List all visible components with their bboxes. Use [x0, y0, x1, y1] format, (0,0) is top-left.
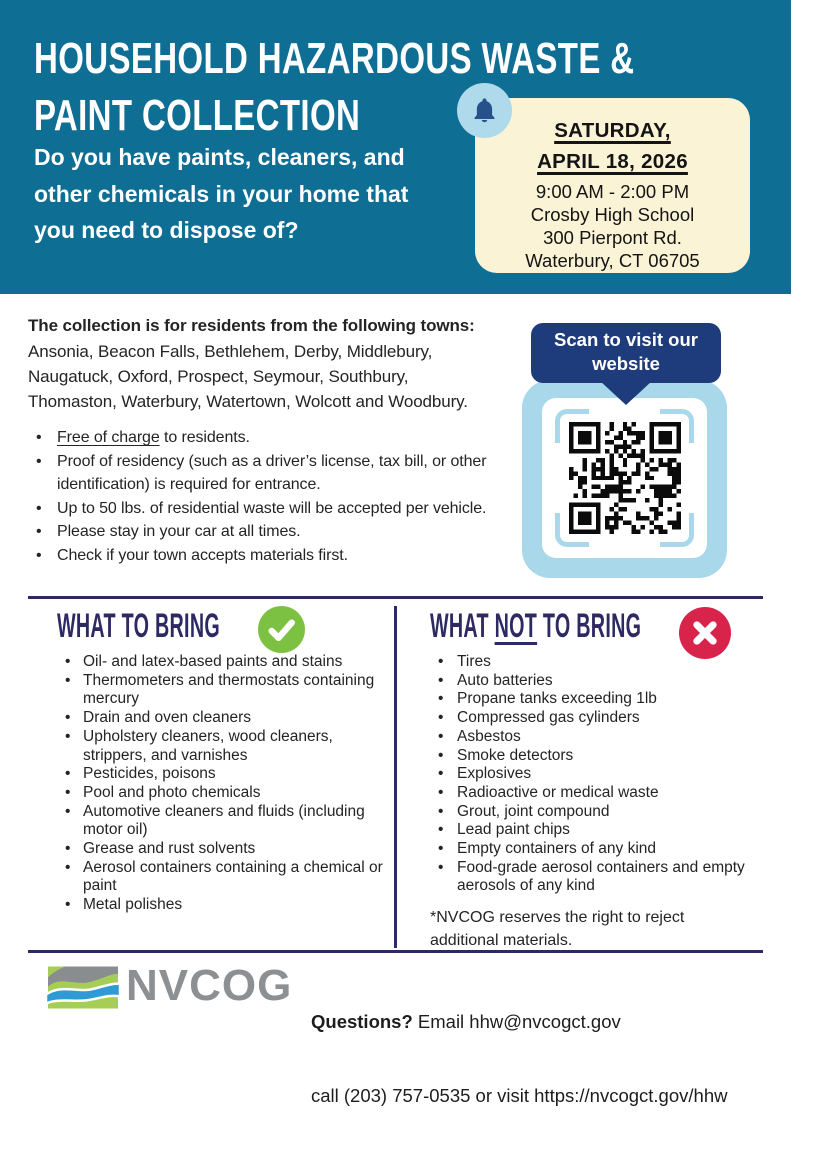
list-item: • Proof of residency (such as a driver’s license, tax bill, or other identification) is required for entrance.	[30, 450, 498, 497]
towns-heading: The collection is for residents from the following towns:	[28, 316, 475, 335]
column-divider	[394, 606, 397, 948]
list-item: • Pesticides, poisons	[60, 765, 394, 784]
nvcog-logo-text: NVCOG	[126, 961, 293, 1010]
free-of-charge-rest: to residents.	[159, 429, 250, 446]
towns-line: Naugatuck, Oxford, Prospect, Seymour, Southbury,	[28, 367, 409, 386]
event-day: SATURDAY,	[554, 119, 671, 142]
hero-banner	[0, 0, 791, 294]
intro-line: Do you have paints, cleaners, and	[34, 144, 405, 170]
list-item: • Grease and rust solvents	[60, 840, 394, 859]
qr-card	[542, 398, 707, 558]
page-title-line2: PAINT COLLECTION	[34, 91, 361, 140]
what-to-bring-list	[60, 653, 394, 915]
list-item: • Food-grade aerosol containers and empty aerosols of any kind	[433, 859, 763, 896]
list-item: • Asbestos	[433, 728, 763, 747]
list-item: • Up to 50 lbs. of residential waste will be accepted per vehicle.	[30, 497, 498, 521]
list-item: • Empty containers of any kind	[433, 840, 763, 859]
list-item: • Lead paint chips	[433, 821, 763, 840]
towns-line: Ansonia, Beacon Falls, Bethlehem, Derby, Middlebury,	[28, 342, 433, 361]
list-item: • Radioactive or medical waste	[433, 784, 763, 803]
list-item: • Metal polishes	[60, 896, 394, 915]
list-item: • Drain and oven cleaners	[60, 709, 394, 728]
page-title-line1: HOUSEHOLD HAZARDOUS WASTE &	[34, 34, 635, 83]
event-date: APRIL 18, 2026	[537, 150, 688, 173]
free-of-charge-underlined: Free of charge	[57, 429, 160, 446]
list-item: • Tires	[433, 653, 763, 672]
towns-text	[28, 339, 475, 414]
list-item: • Explosives	[433, 765, 763, 784]
info-bullet-list	[30, 426, 498, 568]
towns-block	[28, 313, 475, 414]
qr-code	[569, 422, 681, 534]
list-item: • Propane tanks exceeding 1lb	[433, 690, 763, 709]
what-not-underlined: NOT	[494, 607, 538, 645]
list-item-free-of-charge	[30, 426, 498, 450]
intro-text	[34, 139, 408, 249]
qr-callout-bubble	[531, 323, 721, 383]
intro-line: other chemicals in your home that	[34, 180, 409, 207]
questions-email: Email hhw@nvcogct.gov	[412, 1011, 621, 1032]
questions-label: Questions?	[311, 1011, 413, 1032]
event-city: Waterbury, CT 06705	[525, 250, 700, 271]
list-item: • Oil- and latex-based paints and stains	[60, 653, 394, 672]
section-divider-bottom	[28, 950, 763, 953]
nvcog-logo	[48, 966, 118, 1009]
list-item: • Aerosol containers containing a chemical or paint	[60, 859, 394, 896]
qr-panel	[522, 380, 727, 578]
x-circle-icon	[679, 607, 731, 659]
contact-line-phone: call (203) 757-0535 or visit https://nvcogct.gov/hhw	[311, 1084, 728, 1106]
what-to-bring-heading: WHAT TO BRING	[57, 607, 220, 645]
list-item: • Please stay in your car at all times.	[30, 520, 498, 544]
what-not-post: TO BRING	[537, 607, 642, 645]
what-not-to-bring-list	[433, 653, 763, 896]
event-details-card	[475, 98, 750, 273]
list-item: • Compressed gas cylinders	[433, 709, 763, 728]
intro-line: you need to dispose of?	[34, 217, 299, 243]
list-item: • Check if your town accepts materials first.	[30, 544, 498, 568]
list-item: • Upholstery cleaners, wood cleaners, strippers, and varnishes	[60, 728, 394, 765]
event-street: 300 Pierpont Rd.	[543, 227, 682, 248]
bell-icon	[457, 83, 512, 138]
event-venue: Crosby High School	[530, 204, 695, 225]
list-item: • Pool and photo chemicals	[60, 784, 394, 803]
list-item: • Thermometers and thermostats containing mercury	[60, 672, 394, 709]
list-item: • Grout, joint compound	[433, 803, 763, 822]
list-item: • Smoke detectors	[433, 747, 763, 766]
what-not-pre: WHAT	[430, 607, 495, 645]
contact-block	[311, 961, 727, 1157]
section-divider-top	[28, 596, 763, 599]
check-circle-icon	[258, 606, 305, 653]
qr-callout-label: Scan to visit our website	[554, 329, 698, 374]
contact-line-email	[311, 1010, 727, 1035]
reject-note: *NVCOG reserves the right to reject additional materials.	[430, 909, 685, 949]
event-time: 9:00 AM - 2:00 PM	[535, 181, 690, 202]
towns-line: Thomaston, Waterbury, Watertown, Wolcott and Woodbury.	[28, 392, 468, 411]
what-not-to-bring-heading	[430, 609, 641, 643]
list-item: • Auto batteries	[433, 672, 763, 691]
list-item: • Automotive cleaners and fluids (including motor oil)	[60, 803, 394, 840]
